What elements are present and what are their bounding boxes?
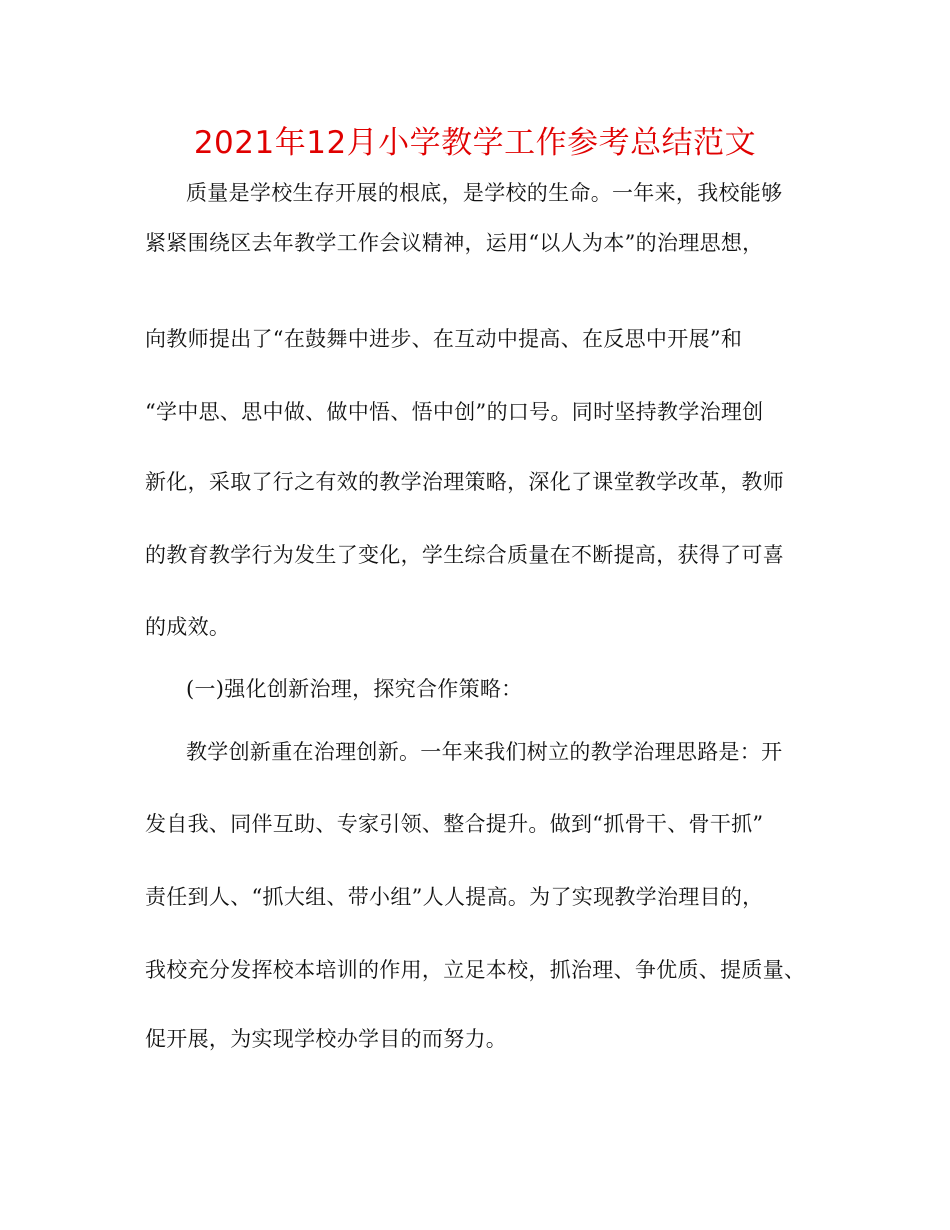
paragraph-line: 我校充分发挥校本培训的作用，立足本校，抓治理、争优质、提质量、 [145,958,806,982]
paragraph-line: 发自我、同伴互助、专家引领、整合提升。做到“抓骨干、骨干抓” [145,812,764,836]
paragraph-line: 的教育教学行为发生了变化，学生综合质量在不断提高，获得了可喜 [145,543,784,567]
paragraph-line: 责任到人、“抓大组、带小组”人人提高。为了实现教学治理目的， [145,885,764,909]
paragraph-line: 紧紧围绕区去年教学工作会议精神，运用“以人为本”的治理思想， [145,231,764,255]
paragraph-line: 新化，采取了行之有效的教学治理策略，深化了课堂教学改革，教师 [145,470,784,494]
paragraph-line: 促开展，为实现学校办学目的而努力。 [145,1027,508,1051]
paragraph-line: “学中思、思中做、做中悟、悟中创”的口号。同时坚持教学治理创 [145,400,764,424]
document-title: 2021年12月小学教学工作参考总结范文 [193,125,757,161]
paragraph-line: 的成效。 [145,615,231,639]
paragraph-line: 向教师提出了“在鼓舞中进步、在互动中提高、在反思中开展”和 [145,327,743,351]
paragraph-line: 教学创新重在治理创新。一年来我们树立的教学治理思路是：开 [186,740,783,764]
paragraph-line: 质量是学校生存开展的根底，是学校的生命。一年来，我校能够 [186,181,783,205]
section-heading: (一)强化创新治理，探究合作策略： [186,677,523,701]
